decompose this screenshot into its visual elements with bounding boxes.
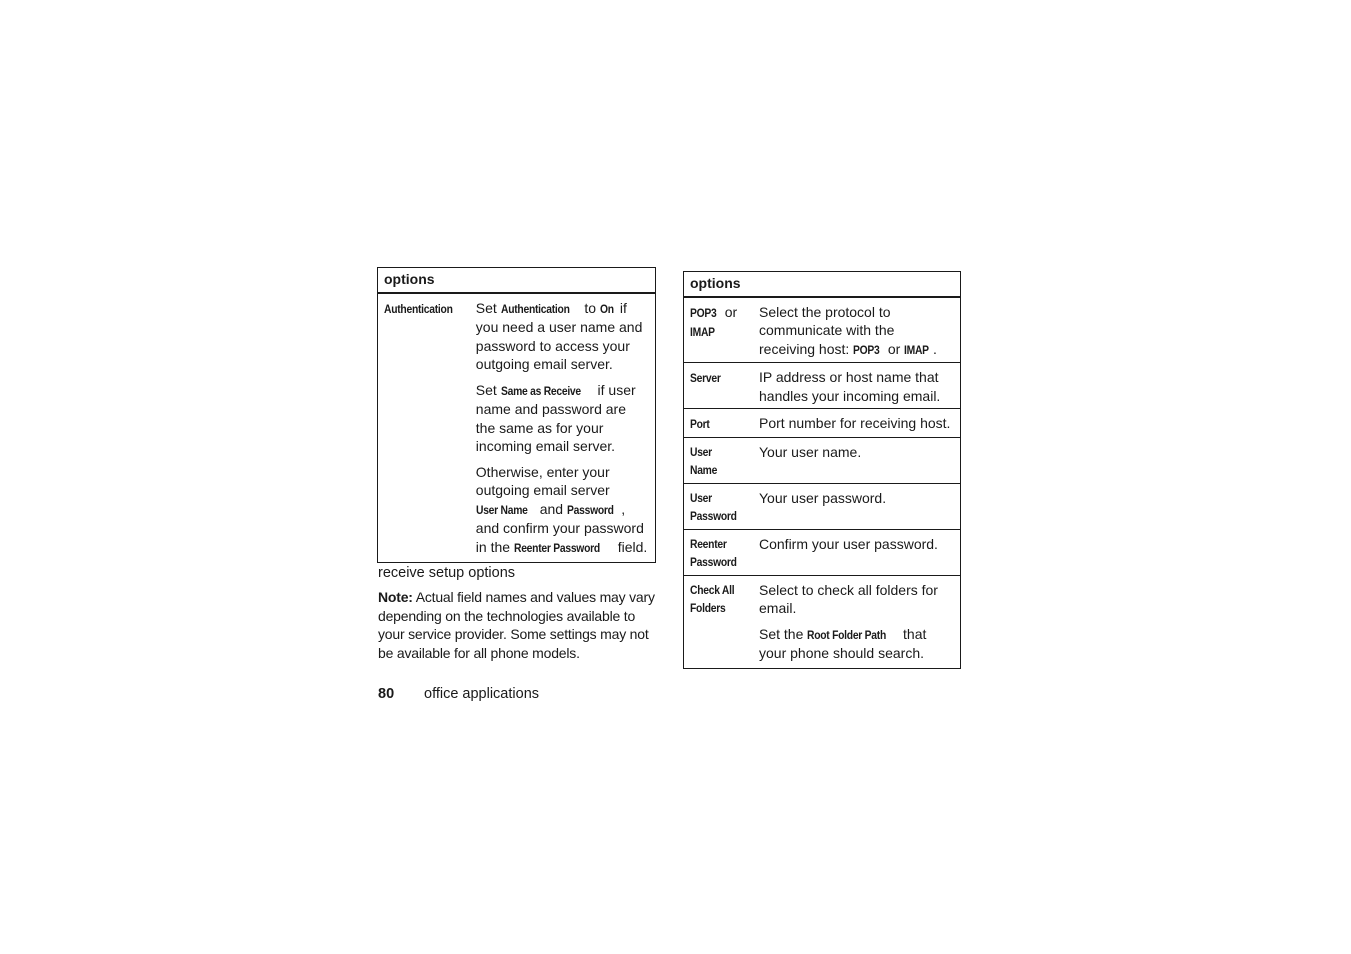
note-text: Actual field names and values may vary depending on the technologies available to your service provider. Some settings may not be available for all phone models. (378, 589, 655, 661)
option-name: Reenter Password (684, 529, 754, 575)
option-description (470, 293, 656, 563)
table-row (684, 363, 961, 409)
option-name: POP3 or IMAP (684, 297, 754, 363)
paragraph: Set Authentication to On if you need a user name and password to access your outgoing email server. (475, 299, 643, 372)
option-description: Select the protocol to communicate with the receiving host: POP3 or IMAP . (753, 297, 961, 363)
receive-options-table (683, 271, 961, 669)
paragraph: Select to check all folders for email. (759, 581, 938, 616)
table-row (684, 409, 961, 438)
option-name: Check All Folders (684, 575, 754, 668)
option-description: Your user password. (753, 483, 961, 529)
chapter-title: office applications (424, 686, 540, 702)
option-description: Your user name. (753, 437, 961, 483)
option-description (753, 575, 961, 668)
paragraph: Set Same as Receive if user name and password are the same as for your incoming email server. (475, 381, 636, 454)
section-title: receive setup options (378, 565, 516, 581)
option-description: Confirm your user password. (753, 529, 961, 575)
option-name: Port (684, 409, 754, 438)
table-row (684, 437, 961, 483)
table-header: options (684, 272, 961, 297)
note (378, 588, 658, 662)
paragraph: Otherwise, enter your outgoing email server User Name and Password , and confirm your password in the Reenter Password field. (475, 463, 648, 555)
table-row (684, 529, 961, 575)
table-row (684, 483, 961, 529)
authentication-options-table (377, 267, 656, 563)
option-description: IP address or host name that handles your incoming email. (753, 363, 961, 409)
table-row (684, 297, 961, 363)
table-row (378, 293, 656, 563)
page-footer (378, 686, 539, 702)
table-row (684, 575, 961, 668)
option-name: User Password (684, 483, 754, 529)
page-number: 80 (378, 686, 395, 702)
paragraph: Set the Root Folder Path that your phone should search. (759, 625, 927, 661)
option-name: Server (684, 363, 754, 409)
option-description: Port number for receiving host. (753, 409, 961, 438)
option-name: Authentication (384, 301, 453, 316)
option-name: User Name (684, 437, 754, 483)
table-header: options (378, 268, 656, 293)
note-label: Note: (378, 589, 413, 605)
